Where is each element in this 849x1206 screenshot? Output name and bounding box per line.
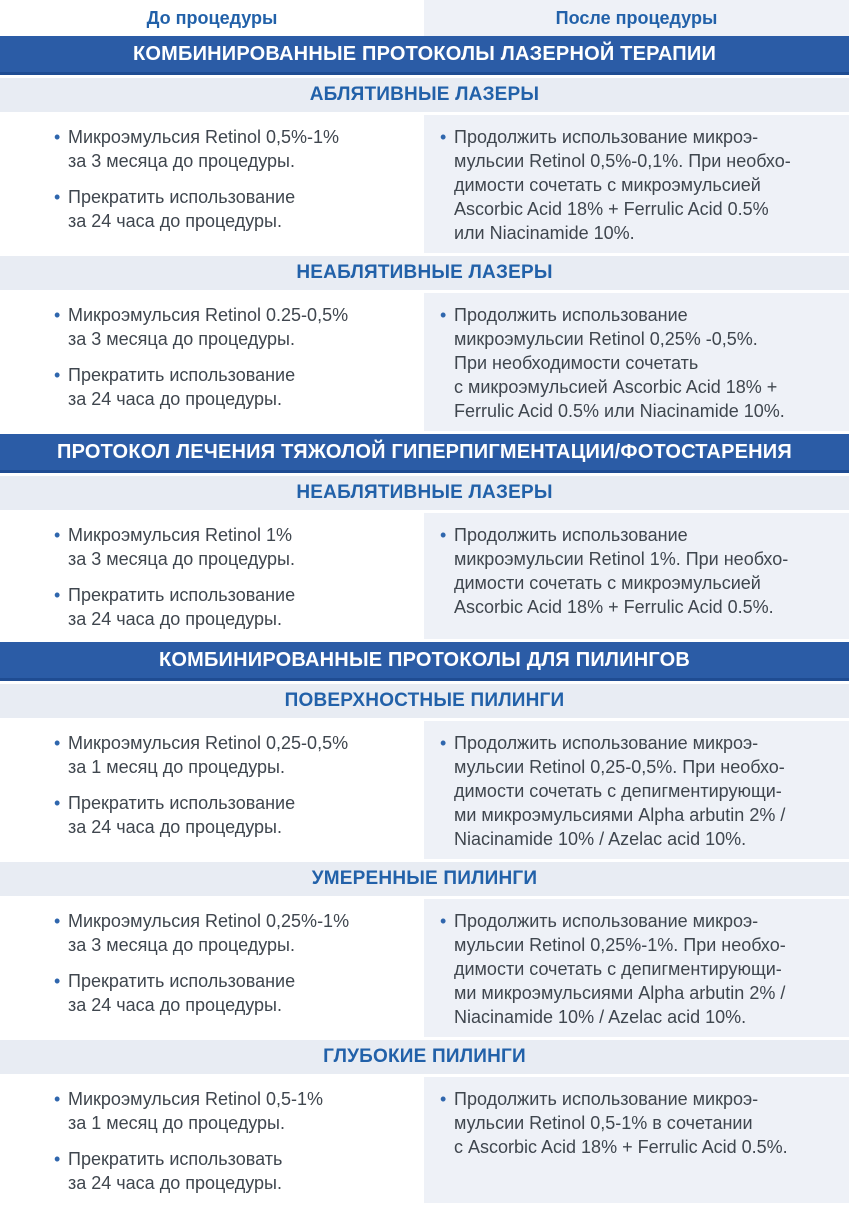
after-bullets [454, 303, 841, 423]
bullet-line: за 24 часа до процедуры. [68, 389, 282, 409]
bullet-line: мульсии Retinol 0,25-0,5%. При необхо- [454, 757, 785, 777]
subsection-banner-label: ГЛУБОКИЕ ПИЛИНГИ [323, 1046, 526, 1067]
subsection-banner [0, 862, 849, 896]
bullet-item [454, 303, 841, 423]
bullet-item [454, 523, 841, 619]
bullet-line: Niacinamide 10% / Azelac acid 10%. [454, 829, 747, 849]
bullet-line: за 24 часа до процедуры. [68, 609, 282, 629]
bullet-line: • Микроэмульсия Retinol 1% [68, 525, 293, 545]
subsection-banner-label: АБЛЯТИВНЫЕ ЛАЗЕРЫ [309, 84, 540, 105]
after-bullets [454, 125, 841, 245]
bullet-line: • Продолжить использование микроэ- [454, 1089, 759, 1109]
bullet-line: Niacinamide 10% / Azelac acid 10%. [454, 1007, 747, 1027]
column-header-row [0, 0, 849, 36]
bullet-line: • Микроэмульсия Retinol 0.25-0,5% [68, 305, 349, 325]
bullet-line: • Микроэмульсия Retinol 0,5%-1% [68, 127, 340, 147]
after-bullets [454, 731, 841, 851]
after-column [424, 731, 849, 851]
subsection-banner-label: ПОВЕРХНОСТНЫЕ ПИЛИНГИ [284, 690, 565, 711]
section-banner-label: КОМБИНИРОВАННЫЕ ПРОТОКОЛЫ ДЛЯ ПИЛИНГОВ [158, 648, 691, 671]
section-banner-label: ПРОТОКОЛ ЛЕЧЕНИЯ ТЯЖОЛОЙ ГИПЕРПИГМЕНТАЦИИ/ФОТОСТАРЕНИЯ [57, 440, 792, 463]
before-bullets [68, 731, 410, 839]
bullet-item [68, 583, 410, 631]
bullet-line: за 24 часа до процедуры. [68, 995, 282, 1015]
bullet-line: димости сочетать с депигментирующи- [454, 781, 782, 801]
section-banner-label: КОМБИНИРОВАННЫЕ ПРОТОКОЛЫ ЛАЗЕРНОЙ ТЕРАПИИ [132, 42, 717, 65]
bullet-item [68, 909, 410, 957]
bullet-line: микроэмульсии Retinol 0,25% -0,5%. [454, 329, 758, 349]
bullet-line: за 24 часа до процедуры. [68, 817, 282, 837]
section-banner [0, 36, 849, 75]
bullet-line: Ascorbic Acid 18% + Ferrulic Acid 0.5% [454, 199, 769, 219]
bullet-line: за 1 месяц до процедуры. [68, 757, 285, 777]
bullet-line: • Прекратить использование [68, 793, 296, 813]
bullet-line: мульсии Retinol 0,5%-0,1%. При необхо- [454, 151, 791, 171]
bullet-line: • Продолжить использование микроэ- [454, 127, 759, 147]
bullet-line: за 24 часа до процедуры. [68, 1173, 282, 1193]
bullet-line: димости сочетать с микроэмульсией [454, 573, 761, 593]
bullet-item [68, 363, 410, 411]
before-bullets [68, 523, 410, 631]
after-column [424, 523, 849, 631]
bullet-line: за 3 месяца до процедуры. [68, 329, 295, 349]
before-column [0, 731, 424, 851]
bullet-line: • Прекратить использование [68, 585, 296, 605]
subsection-banner [0, 476, 849, 510]
bullet-line: за 24 часа до процедуры. [68, 211, 282, 231]
before-column [0, 523, 424, 631]
protocol-table-body [0, 36, 849, 1206]
subsection-banner [0, 684, 849, 718]
subsection-banner [0, 1040, 849, 1074]
bullet-item [68, 125, 410, 173]
bullet-line: мульсии Retinol 0,5-1% в сочетании [454, 1113, 753, 1133]
protocol-row [0, 513, 849, 639]
bullet-line: или Niacinamide 10%. [454, 223, 635, 243]
subsection-banner [0, 256, 849, 290]
bullet-item [454, 1087, 841, 1159]
bullet-line: • Прекратить использование [68, 971, 296, 991]
before-column [0, 1087, 424, 1195]
before-bullets [68, 909, 410, 1017]
bullet-line: мульсии Retinol 0,25%-1%. При необхо- [454, 935, 786, 955]
bullet-item [68, 303, 410, 351]
after-column-header: После процедуры [555, 7, 718, 28]
bullet-line: • Микроэмульсия Retinol 0,5-1% [68, 1089, 324, 1109]
bullet-line: • Продолжить использование [454, 305, 688, 325]
bullet-item [454, 731, 841, 851]
bullet-line: за 3 месяца до процедуры. [68, 151, 295, 171]
before-bullets [68, 1087, 410, 1195]
before-bullets [68, 125, 410, 233]
bullet-item [454, 125, 841, 245]
bullet-line: ми микроэмульсиями Alpha arbutin 2% / [454, 805, 786, 825]
before-column-header: До процедуры [146, 7, 278, 28]
bullet-line: • Микроэмульсия Retinol 0,25%-1% [68, 911, 350, 931]
after-column [424, 909, 849, 1029]
subsection-banner-label: НЕАБЛЯТИВНЫЕ ЛАЗЕРЫ [296, 482, 553, 503]
protocol-row [0, 899, 849, 1037]
bullet-item [68, 185, 410, 233]
bullet-line: Ascorbic Acid 18% + Ferrulic Acid 0.5%. [454, 597, 774, 617]
section-banner [0, 642, 849, 681]
section-banner [0, 434, 849, 473]
bullet-line: с микроэмульсией Ascorbic Acid 18% + [454, 377, 778, 397]
bullet-line: с Ascorbic Acid 18% + Ferrulic Acid 0.5%. [454, 1137, 788, 1157]
bullet-line: Ferrulic Acid 0.5% или Niacinamide 10%. [454, 401, 785, 421]
bullet-line: При необходимости сочетать [454, 353, 699, 373]
bullet-item [68, 731, 410, 779]
bullet-item [68, 1147, 410, 1195]
bullet-line: • Продолжить использование микроэ- [454, 911, 759, 931]
bullet-item [68, 969, 410, 1017]
after-column [424, 1087, 849, 1195]
bullet-line: • Микроэмульсия Retinol 0,25-0,5% [68, 733, 349, 753]
bullet-line: ми микроэмульсиями Alpha arbutin 2% / [454, 983, 786, 1003]
bullet-line: за 3 месяца до процедуры. [68, 549, 295, 569]
bullet-line: за 3 месяца до процедуры. [68, 935, 295, 955]
before-column [0, 909, 424, 1029]
bullet-item [454, 909, 841, 1029]
bullet-line: • Продолжить использование [454, 525, 688, 545]
bullet-line: • Продолжить использование микроэ- [454, 733, 759, 753]
subsection-banner-label: НЕАБЛЯТИВНЫЕ ЛАЗЕРЫ [296, 262, 553, 283]
bullet-line: димости сочетать с микроэмульсией [454, 175, 761, 195]
before-bullets [68, 303, 410, 411]
bullet-item [68, 523, 410, 571]
before-column [0, 303, 424, 423]
bullet-line: за 1 месяц до процедуры. [68, 1113, 285, 1133]
bullet-item [68, 1087, 410, 1135]
bullet-line: микроэмульсии Retinol 1%. При необхо- [454, 549, 789, 569]
subsection-banner [0, 78, 849, 112]
after-bullets [454, 523, 841, 619]
before-column [0, 125, 424, 245]
protocol-row [0, 293, 849, 431]
protocol-row [0, 721, 849, 859]
bullet-line: • Прекратить использование [68, 187, 296, 207]
after-column [424, 303, 849, 423]
bullet-item [68, 791, 410, 839]
bullet-line: • Прекратить использовать [68, 1149, 283, 1169]
bullet-line: димости сочетать с депигментирующи- [454, 959, 782, 979]
after-column [424, 125, 849, 245]
subsection-banner-label: УМЕРЕННЫЕ ПИЛИНГИ [311, 868, 538, 889]
protocol-row [0, 1077, 849, 1203]
after-bullets [454, 1087, 841, 1159]
after-bullets [454, 909, 841, 1029]
bullet-line: • Прекратить использование [68, 365, 296, 385]
protocol-row [0, 115, 849, 253]
